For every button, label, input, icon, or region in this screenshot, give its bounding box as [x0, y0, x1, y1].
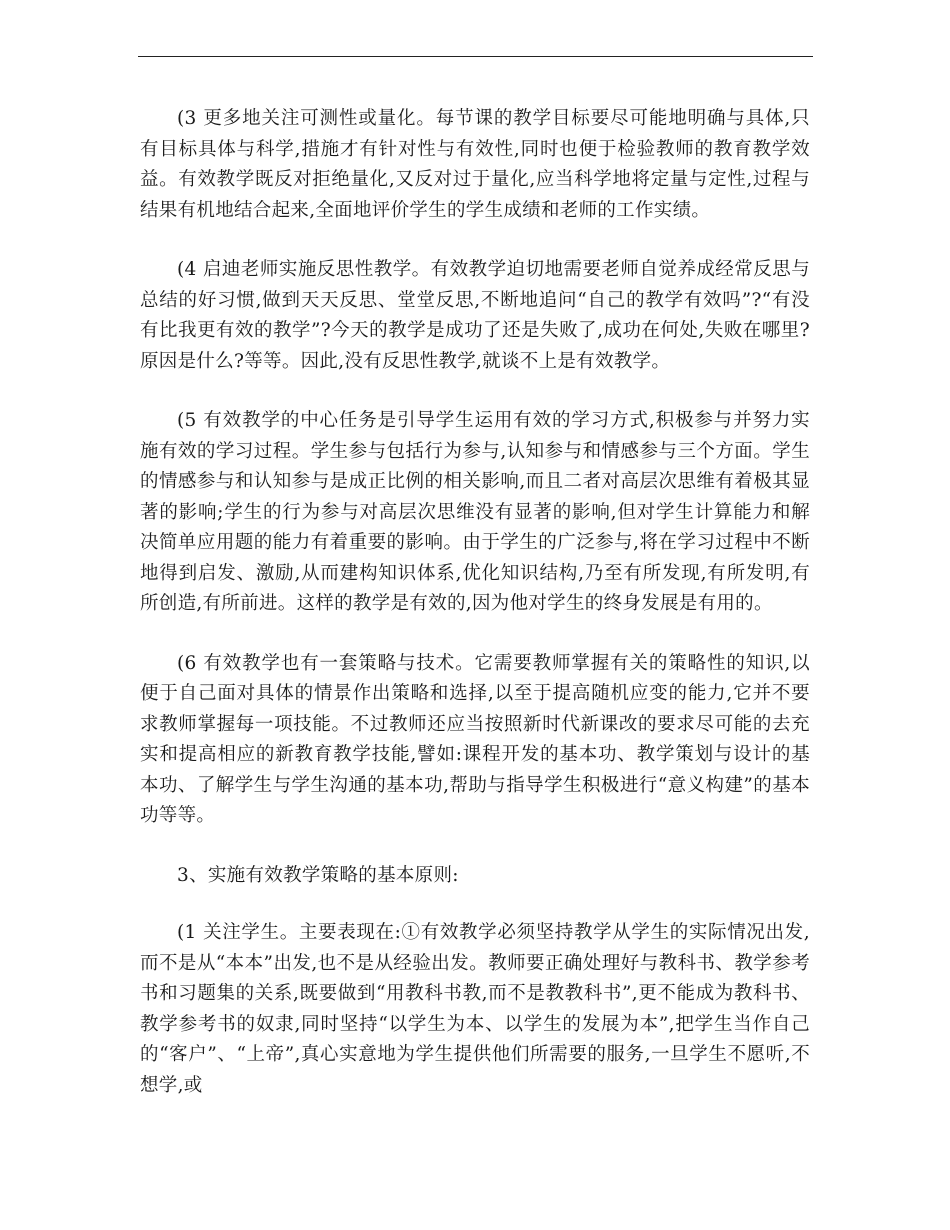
header-rule	[138, 56, 813, 57]
section-heading-principles: 3、实施有效教学策略的基本原则:	[177, 864, 459, 886]
paragraph-5-central-task: (5 有效教学的中心任务是引导学生运用有效的学习方式,积极参与并努力实施有效的学习过程。学生参与包括行为参与,认知参与和情感参与三个方面。学生的情感参与和认知参与是成正比例的相关影响,而且二者对高层次思维有着极其显著的影响;学生的行为参与对高层次思维没有显著的影响,但对学生计算能力和解决简单应用题的能力有着重要的影响。由于学生的广泛参与,将在学习过程中不断地得到启发、激励,从而建构知识体系,优化知识结构,乃至有所发现,有所发明,有所创造,有所前进。这样的教学是有效的,因为他对学生的终身发展是有用的。	[140, 410, 810, 614]
paragraph-6-strategies: (6 有效教学也有一套策略与技术。它需要教师掌握有关的策略性的知识,以便于自己面对具体的情景作出策略和选择,以至于提高随机应变的能力,它并不要求教师掌握每一项技能。不过教师还应当按照新时代新课改的要求尽可能的去充实和提高相应的新教育教学技能,譬如:课程开发的基本功、教学策划与设计的基本功、了解学生与学生沟通的基本功,帮助与指导学生积极进行“意义构建”的基本功等等。	[140, 652, 810, 826]
paragraph-1-focus-on-students: (1 关注学生。主要表现在:①有效教学必须坚持教学从学生的实际情况出发,而不是从“本本”出发,也不是从经验出发。教师要正确处理好与教科书、教学参考书和习题集的关系,既要做到“用教科书教,而不是教教科书”,更不能成为教科书、教学参考书的奴隶,同时坚持“以学生为本、以学生的发展为本”,把学生当作自己的“客户”、“上帝”,真心实意地为学生提供他们所需要的服务,一旦学生不愿听,不想学,或	[140, 922, 810, 1096]
document-body	[140, 104, 810, 1130]
paragraph-3-measurability: (3 更多地关注可测性或量化。每节课的教学目标要尽可能地明确与具体,只有目标具体与科学,措施才有针对性与有效性,同时也便于检验教师的教育教学效益。有效教学既反对拒绝量化,又反对过于量化,应当科学地将定量与定性,过程与结果有机地结合起来,全面地评价学生的学生成绩和老师的工作实绩。	[140, 108, 810, 221]
paragraph-4-reflective-teaching: (4 启迪老师实施反思性教学。有效教学迫切地需要老师自觉养成经常反思与总结的好习惯,做到天天反思、堂堂反思,不断地追问“自己的教学有效吗”?“有没有比我更有效的教学”?今天的教学是成功了还是失败了,成功在何处,失败在哪里?原因是什么?等等。因此,没有反思性教学,就谈不上是有效教学。	[140, 259, 810, 372]
